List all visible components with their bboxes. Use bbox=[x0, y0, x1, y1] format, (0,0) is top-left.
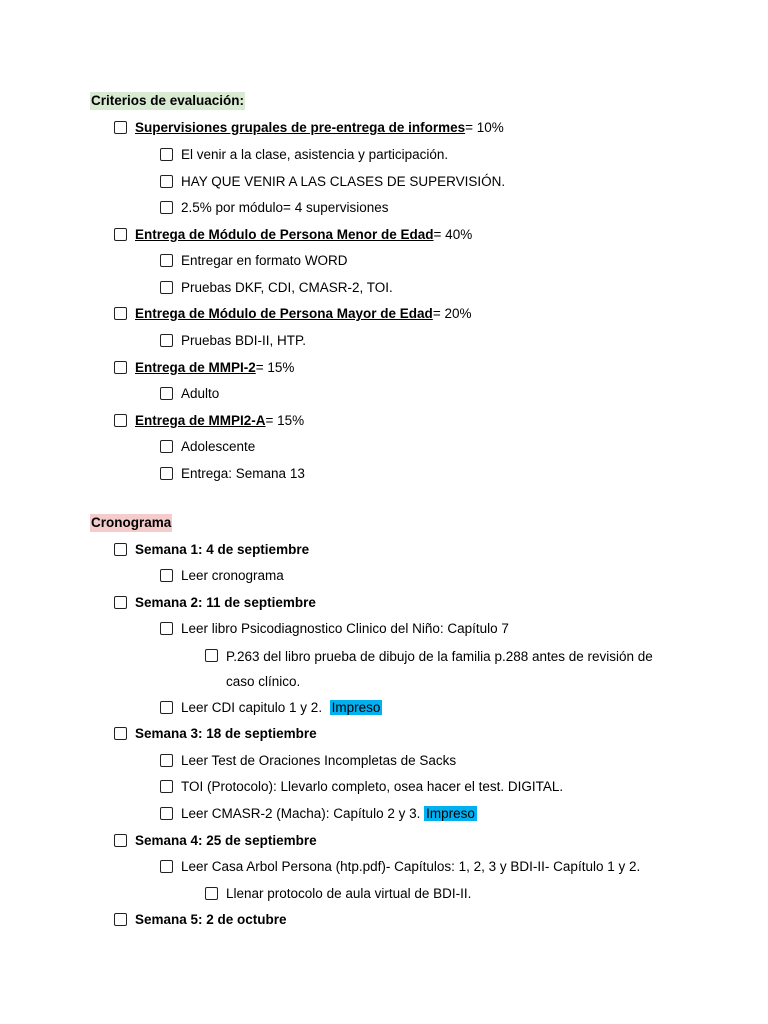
week-title: Semana 2: 11 de septiembre bbox=[135, 595, 316, 610]
checkbox[interactable] bbox=[160, 254, 173, 267]
checkbox[interactable] bbox=[160, 201, 173, 214]
checkbox[interactable] bbox=[114, 596, 127, 609]
checkbox[interactable] bbox=[160, 780, 173, 793]
item-text: Entrega: Semana 13 bbox=[181, 466, 305, 481]
checklist-item bbox=[160, 465, 305, 483]
item-text: Leer Casa Arbol Persona (htp.pdf)- Capítulos: 1, 2, 3 y BDI-II- Capítulo 1 y 2. bbox=[181, 859, 641, 874]
checklist-item bbox=[114, 359, 294, 377]
item-title: Entrega de MMPI2-A bbox=[135, 413, 266, 428]
item-text: Pruebas DKF, CDI, CMASR-2, TOI. bbox=[181, 280, 393, 295]
item-text: 2.5% por módulo= 4 supervisiones bbox=[181, 200, 389, 215]
week-title: Semana 3: 18 de septiembre bbox=[135, 726, 317, 741]
checkbox[interactable] bbox=[114, 121, 127, 134]
week-title: Semana 1: 4 de septiembre bbox=[135, 542, 310, 557]
checklist-item bbox=[205, 647, 666, 694]
criterios-heading: Criterios de evaluación: bbox=[91, 93, 245, 108]
checklist-item bbox=[160, 858, 640, 876]
checkbox[interactable] bbox=[114, 361, 127, 374]
checklist-item bbox=[160, 567, 284, 585]
week-title: Semana 5: 2 de octubre bbox=[135, 912, 287, 927]
checklist-item bbox=[114, 119, 504, 137]
item-title: Entrega de MMPI-2 bbox=[135, 360, 256, 375]
item-text: P.263 del libro prueba de dibujo de la familia p.288 antes de revisión de caso clínico. bbox=[226, 649, 653, 689]
checkbox[interactable] bbox=[160, 754, 173, 767]
checkbox[interactable] bbox=[160, 467, 173, 480]
item-title: Entrega de Módulo de Persona Menor de Edad bbox=[135, 227, 434, 242]
item-text: HAY QUE VENIR A LAS CLASES DE SUPERVISIÓN. bbox=[181, 174, 506, 189]
checklist-item bbox=[114, 911, 287, 929]
checkbox[interactable] bbox=[114, 307, 127, 320]
checkbox[interactable] bbox=[160, 281, 173, 294]
item-text: Leer libro Psicodiagnostico Clinico del Niño: Capítulo 7 bbox=[181, 621, 509, 636]
checklist-item bbox=[114, 226, 472, 244]
checkbox[interactable] bbox=[160, 860, 173, 873]
checkbox[interactable] bbox=[160, 440, 173, 453]
checklist-item bbox=[160, 385, 219, 403]
checklist-item bbox=[160, 252, 348, 270]
item-text: Leer Test de Oraciones Incompletas de Sacks bbox=[181, 753, 457, 768]
item-percent: = 20% bbox=[432, 306, 472, 321]
week-title: Semana 4: 25 de septiembre bbox=[135, 833, 317, 848]
checkbox[interactable] bbox=[205, 649, 218, 662]
item-text: Leer CMASR-2 (Macha): Capítulo 2 y 3. bbox=[181, 806, 421, 821]
item-text: Llenar protocolo de aula virtual de BDI-II. bbox=[226, 886, 472, 901]
checklist-item bbox=[160, 699, 382, 717]
checkbox[interactable] bbox=[160, 807, 173, 820]
checklist-item bbox=[160, 146, 448, 164]
checkbox[interactable] bbox=[160, 175, 173, 188]
checklist-item bbox=[114, 594, 316, 612]
checkbox[interactable] bbox=[160, 387, 173, 400]
checkbox[interactable] bbox=[114, 727, 127, 740]
checklist-item bbox=[160, 805, 477, 823]
item-text: El venir a la clase, asistencia y participación. bbox=[181, 147, 449, 162]
item-title: Entrega de Módulo de Persona Mayor de Edad bbox=[135, 306, 433, 321]
checkbox[interactable] bbox=[160, 334, 173, 347]
checkbox[interactable] bbox=[205, 887, 218, 900]
item-percent: = 40% bbox=[433, 227, 473, 242]
checklist-item bbox=[114, 541, 309, 559]
item-title: Supervisiones grupales de pre-entrega de informes bbox=[135, 120, 466, 135]
checklist-item bbox=[160, 752, 456, 770]
cronograma-heading: Cronograma bbox=[91, 515, 172, 530]
item-percent: = 10% bbox=[465, 120, 504, 135]
checkbox[interactable] bbox=[114, 913, 127, 926]
checklist-item bbox=[205, 885, 471, 903]
item-text: Leer CDI capitulo 1 y 2. bbox=[181, 700, 323, 715]
item-text: Leer cronograma bbox=[181, 568, 284, 583]
checklist-item bbox=[114, 725, 317, 743]
impreso-badge: Impreso bbox=[426, 806, 475, 821]
item-percent: = 15% bbox=[265, 413, 305, 428]
item-text: Adolescente bbox=[181, 439, 256, 454]
checklist-item bbox=[160, 173, 505, 191]
checkbox[interactable] bbox=[114, 834, 127, 847]
checkbox[interactable] bbox=[114, 228, 127, 241]
checklist-item bbox=[114, 305, 471, 323]
checkbox[interactable] bbox=[114, 543, 127, 556]
checklist-item bbox=[114, 412, 304, 430]
checklist-item bbox=[114, 832, 317, 850]
checkbox[interactable] bbox=[160, 701, 173, 714]
checklist-item bbox=[160, 199, 389, 217]
checklist-item bbox=[160, 778, 563, 796]
checkbox[interactable] bbox=[160, 569, 173, 582]
checkbox[interactable] bbox=[160, 148, 173, 161]
item-text: Adulto bbox=[181, 386, 220, 401]
checklist-item bbox=[160, 620, 509, 638]
checkbox[interactable] bbox=[160, 622, 173, 635]
item-text: Entregar en formato WORD bbox=[181, 253, 348, 268]
item-percent: = 15% bbox=[255, 360, 295, 375]
checklist-item bbox=[160, 279, 393, 297]
checklist-item bbox=[160, 332, 306, 350]
impreso-badge: Impreso bbox=[331, 700, 381, 715]
checkbox[interactable] bbox=[114, 414, 127, 427]
checklist-item bbox=[160, 438, 255, 456]
item-text: Pruebas BDI-II, HTP. bbox=[181, 333, 307, 348]
item-text: TOI (Protocolo): Llevarlo completo, osea hacer el test. DIGITAL. bbox=[181, 779, 564, 794]
